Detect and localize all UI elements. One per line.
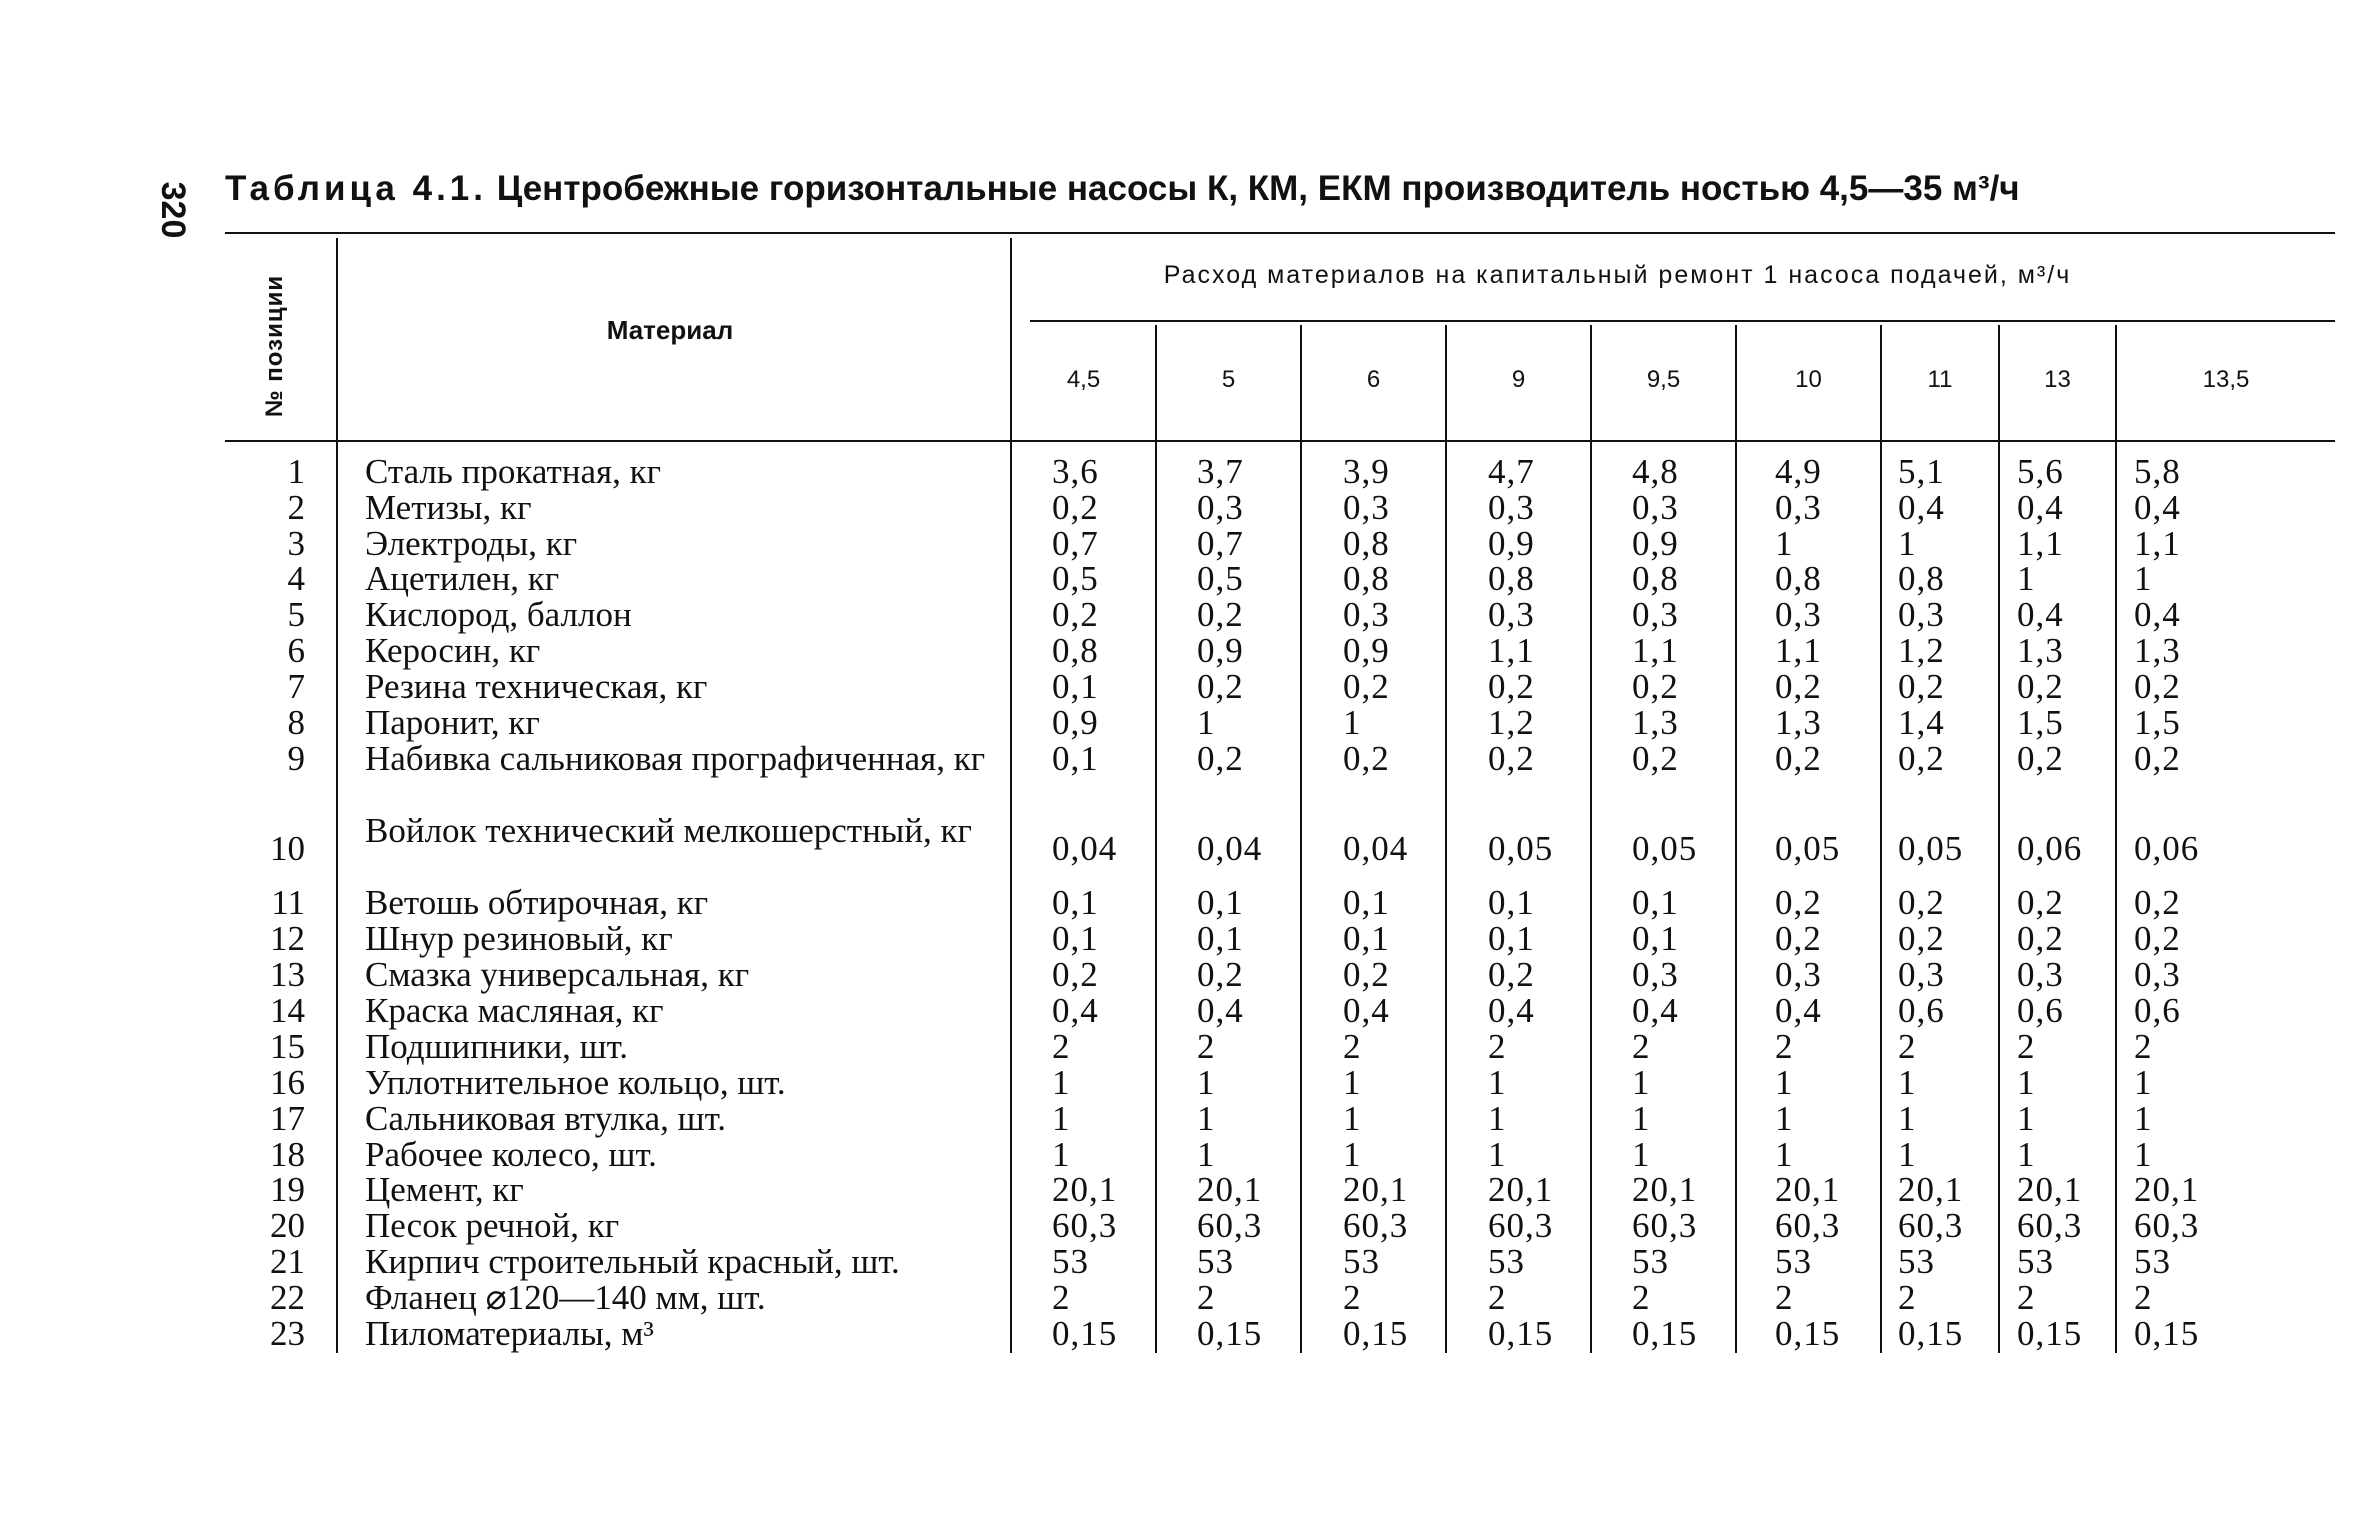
value-cell: 1,2: [1898, 631, 1945, 670]
value-cell: 1: [1775, 524, 1794, 563]
row-number: 1: [287, 452, 305, 491]
table-row: [0, 705, 2363, 741]
value-cell: 2: [1488, 1278, 1507, 1317]
material-name: Краска масляная, кг: [365, 991, 664, 1030]
value-cell: 0,3: [1632, 955, 1679, 994]
row-number: 21: [270, 1242, 305, 1281]
value-cell: 60,3: [2134, 1206, 2200, 1245]
value-cell: 60,3: [1343, 1206, 1409, 1245]
row-number: 17: [270, 1099, 305, 1138]
material-name: Кирпич строительный красный, шт.: [365, 1242, 900, 1281]
header-subrule: [1030, 320, 2335, 322]
material-name: Уплотнительное кольцо, шт.: [365, 1063, 786, 1102]
table-row: [0, 885, 2363, 921]
value-cell: 3,9: [1343, 452, 1390, 491]
value-cell: 1: [1197, 1135, 1216, 1174]
value-cell: 5,6: [2017, 452, 2064, 491]
value-cell: 1: [1632, 1063, 1651, 1102]
table-row: [0, 1208, 2363, 1244]
value-cell: 0,2: [2017, 739, 2064, 778]
value-cell: 1: [1343, 1135, 1362, 1174]
value-cell: 2: [1775, 1278, 1794, 1317]
material-name: Сталь прокатная, кг: [365, 452, 661, 491]
value-cell: 0,3: [1775, 595, 1822, 634]
value-cell: 0,2: [1197, 595, 1244, 634]
material-name: Кислород, баллон: [365, 595, 632, 634]
value-cell: 20,1: [1488, 1170, 1554, 1209]
row-number: 7: [287, 667, 305, 706]
value-cell: 53: [2134, 1242, 2171, 1281]
value-cell: 1: [2017, 1135, 2036, 1174]
value-cell: 0,4: [2134, 488, 2181, 527]
value-cell: 0,4: [2017, 595, 2064, 634]
value-cell: 0,9: [1488, 524, 1535, 563]
value-cell: 2: [1488, 1027, 1507, 1066]
value-cell: 0,9: [1197, 631, 1244, 670]
value-cell: 1: [1775, 1099, 1794, 1138]
table-row: [0, 669, 2363, 705]
header-bottom-rule: [225, 440, 2335, 442]
value-cell: 0,2: [2017, 667, 2064, 706]
rate-header: 13: [2044, 366, 2071, 393]
table-row: [0, 597, 2363, 633]
value-cell: 0,2: [1488, 955, 1535, 994]
value-cell: 1: [2134, 1063, 2153, 1102]
value-cell: 53: [1343, 1242, 1380, 1281]
value-cell: 4,7: [1488, 452, 1535, 491]
value-cell: 0,2: [1632, 667, 1679, 706]
value-cell: 0,2: [2134, 883, 2181, 922]
rate-header: 13,5: [2202, 366, 2250, 393]
value-cell: 20,1: [1052, 1170, 1118, 1209]
value-cell: 0,8: [1632, 559, 1679, 598]
row-number: 8: [287, 703, 305, 742]
value-cell: 1: [1898, 524, 1917, 563]
value-cell: 0,3: [1775, 955, 1822, 994]
value-cell: 1: [2134, 559, 2153, 598]
value-cell: 0,1: [1197, 919, 1244, 958]
value-cell: 4,9: [1775, 452, 1822, 491]
value-cell: 20,1: [1197, 1170, 1263, 1209]
table-title: [225, 165, 2335, 213]
rate-header: 4,5: [1066, 366, 1101, 393]
row-number: 14: [270, 991, 305, 1030]
material-name: Резина техническая, кг: [365, 667, 708, 706]
value-cell: 1,5: [2134, 703, 2181, 742]
value-cell: 1: [2134, 1135, 2153, 1174]
value-cell: 1: [2017, 1063, 2036, 1102]
value-cell: 0,3: [1632, 595, 1679, 634]
material-name: Песок речной, кг: [365, 1206, 620, 1245]
value-cell: 0,1: [1052, 739, 1099, 778]
table-title-text: Центробежные горизонтальные насосы К, КМ, ЕКМ производитель ностью 4,5—35 м³/ч: [496, 169, 2020, 208]
table-row: [0, 813, 2363, 885]
value-cell: 0,15: [1488, 1314, 1554, 1353]
value-cell: 2: [1632, 1278, 1651, 1317]
value-cell: 0,3: [1343, 595, 1390, 634]
value-cell: 53: [1052, 1242, 1089, 1281]
value-cell: 0,2: [1343, 739, 1390, 778]
value-cell: 0,3: [1898, 955, 1945, 994]
value-cell: 0,4: [1052, 991, 1099, 1030]
page-number: 320: [154, 181, 193, 239]
value-cell: 1,1: [1488, 631, 1535, 670]
value-cell: 0,2: [2134, 739, 2181, 778]
value-cell: 1: [1197, 703, 1216, 742]
value-cell: 60,3: [1775, 1206, 1841, 1245]
row-number: 22: [270, 1278, 305, 1317]
table-title-label: Таблица 4.1.: [225, 169, 487, 208]
value-cell: 60,3: [1197, 1206, 1263, 1245]
value-cell: 0,06: [2017, 829, 2083, 868]
value-cell: 53: [2017, 1242, 2054, 1281]
header-position-number: № позиции: [261, 274, 288, 417]
rate-header: 10: [1795, 366, 1822, 393]
value-cell: 1: [2134, 1099, 2153, 1138]
value-cell: 3,6: [1052, 452, 1099, 491]
row-number: 9: [287, 739, 305, 778]
value-cell: 0,8: [1343, 559, 1390, 598]
value-cell: 2: [1052, 1027, 1071, 1066]
value-cell: 2: [2017, 1278, 2036, 1317]
value-cell: 0,1: [1052, 667, 1099, 706]
material-name: Метизы, кг: [365, 488, 532, 527]
value-cell: 0,2: [1052, 488, 1099, 527]
material-name: Набивка сальниковая прографиченная, кг: [365, 739, 986, 778]
value-cell: 0,4: [1898, 488, 1945, 527]
value-cell: 20,1: [1632, 1170, 1698, 1209]
value-cell: 0,15: [2017, 1314, 2083, 1353]
value-cell: 20,1: [1775, 1170, 1841, 1209]
table-row: [0, 526, 2363, 562]
value-cell: 0,8: [1052, 631, 1099, 670]
value-cell: 53: [1197, 1242, 1234, 1281]
value-cell: 1,2: [1488, 703, 1535, 742]
table-row: [0, 1316, 2363, 1352]
value-cell: 0,2: [1632, 739, 1679, 778]
material-name: Подшипники, шт.: [365, 1027, 629, 1066]
value-cell: 1: [2017, 1099, 2036, 1138]
value-cell: 2: [1197, 1278, 1216, 1317]
row-number: 13: [270, 955, 305, 994]
value-cell: 0,05: [1632, 829, 1698, 868]
value-cell: 1: [1488, 1099, 1507, 1138]
value-cell: 1: [1632, 1099, 1651, 1138]
row-number: 20: [270, 1206, 305, 1245]
rate-header: 9,5: [1646, 366, 1681, 393]
value-cell: 0,3: [1775, 488, 1822, 527]
value-cell: 0,2: [1052, 955, 1099, 994]
value-cell: 0,1: [1343, 919, 1390, 958]
table-row: [0, 1172, 2363, 1208]
value-cell: 0,15: [1898, 1314, 1964, 1353]
value-cell: 0,5: [1197, 559, 1244, 598]
value-cell: 0,2: [2134, 919, 2181, 958]
value-cell: 0,1: [1052, 919, 1099, 958]
value-cell: 0,2: [2017, 883, 2064, 922]
row-number: 10: [270, 829, 305, 868]
header-consumption: Расход материалов на капитальный ремонт 1 насоса подачей, м³/ч: [1163, 261, 2072, 289]
value-cell: 1: [1488, 1063, 1507, 1102]
value-cell: 60,3: [2017, 1206, 2083, 1245]
value-cell: 1: [1775, 1063, 1794, 1102]
row-number: 12: [270, 919, 305, 958]
table-top-rule: [225, 232, 2335, 234]
value-cell: 0,1: [1197, 883, 1244, 922]
value-cell: 0,06: [2134, 829, 2200, 868]
value-cell: 0,15: [1052, 1314, 1118, 1353]
value-cell: 1: [1197, 1063, 1216, 1102]
value-cell: 0,8: [1488, 559, 1535, 598]
value-cell: 0,1: [1052, 883, 1099, 922]
row-number: 19: [270, 1170, 305, 1209]
value-cell: 0,2: [1343, 955, 1390, 994]
table-row: [0, 561, 2363, 597]
table-row: [0, 1280, 2363, 1316]
value-cell: 0,8: [1343, 524, 1390, 563]
value-cell: 0,2: [1898, 919, 1945, 958]
table-row: [0, 921, 2363, 957]
row-number: 16: [270, 1063, 305, 1102]
value-cell: 2: [2017, 1027, 2036, 1066]
value-cell: 0,2: [2134, 667, 2181, 706]
value-cell: 0,3: [1488, 488, 1535, 527]
value-cell: 5,8: [2134, 452, 2181, 491]
value-cell: 0,6: [2134, 991, 2181, 1030]
value-cell: 0,05: [1488, 829, 1554, 868]
value-cell: 0,04: [1343, 829, 1409, 868]
value-cell: 0,15: [1197, 1314, 1263, 1353]
value-cell: 60,3: [1488, 1206, 1554, 1245]
value-cell: 1,1: [2134, 524, 2181, 563]
value-cell: 0,4: [2134, 595, 2181, 634]
row-number: 4: [287, 559, 305, 598]
value-cell: 0,9: [1632, 524, 1679, 563]
table-row: [0, 957, 2363, 993]
table-row: [0, 1137, 2363, 1173]
value-cell: 20,1: [1898, 1170, 1964, 1209]
value-cell: 0,1: [1632, 919, 1679, 958]
value-cell: 2: [1343, 1027, 1362, 1066]
value-cell: 0,4: [1343, 991, 1390, 1030]
value-cell: 2: [1052, 1278, 1071, 1317]
value-cell: 0,9: [1343, 631, 1390, 670]
table-row: [0, 993, 2363, 1029]
value-cell: 0,2: [1343, 667, 1390, 706]
value-cell: 0,2: [1898, 739, 1945, 778]
value-cell: 1: [1343, 703, 1362, 742]
value-cell: 1,3: [1775, 703, 1822, 742]
value-cell: 53: [1775, 1242, 1812, 1281]
table-row: [0, 1029, 2363, 1065]
material-name: Керосин, кг: [365, 631, 541, 670]
value-cell: 1: [1052, 1063, 1071, 1102]
rate-header: 5: [1221, 366, 1236, 393]
value-cell: 0,2: [1197, 667, 1244, 706]
row-number: 18: [270, 1135, 305, 1174]
table-row: [0, 454, 2363, 490]
material-name: Пиломатериалы, м³: [365, 1314, 654, 1353]
value-cell: 0,15: [1632, 1314, 1698, 1353]
value-cell: 2: [1898, 1027, 1917, 1066]
value-cell: 2: [1632, 1027, 1651, 1066]
material-name: Войлок технический мелкошерстный, кг: [365, 811, 972, 850]
value-cell: 0,1: [1632, 883, 1679, 922]
material-name: Сальниковая втулка, шт.: [365, 1099, 727, 1138]
value-cell: 1: [1343, 1099, 1362, 1138]
value-cell: 0,3: [1197, 488, 1244, 527]
value-cell: 0,3: [1343, 488, 1390, 527]
value-cell: 0,3: [2017, 955, 2064, 994]
value-cell: 0,7: [1052, 524, 1099, 563]
value-cell: 0,04: [1197, 829, 1263, 868]
value-cell: 5,1: [1898, 452, 1945, 491]
material-name: Цемент, кг: [365, 1170, 524, 1209]
value-cell: 53: [1632, 1242, 1669, 1281]
value-cell: 1: [1632, 1135, 1651, 1174]
rate-header: 9: [1511, 366, 1526, 393]
row-number: 6: [287, 631, 305, 670]
value-cell: 1: [1052, 1099, 1071, 1138]
value-cell: 0,2: [1775, 739, 1822, 778]
value-cell: 0,05: [1898, 829, 1964, 868]
row-number: 5: [287, 595, 305, 634]
material-name: Рабочее колесо, шт.: [365, 1135, 657, 1174]
value-cell: 0,3: [2134, 955, 2181, 994]
value-cell: 0,4: [1775, 991, 1822, 1030]
value-cell: 0,1: [1343, 883, 1390, 922]
value-cell: 60,3: [1052, 1206, 1118, 1245]
value-cell: 0,2: [1898, 667, 1945, 706]
table-row: [0, 633, 2363, 669]
value-cell: 0,4: [1488, 991, 1535, 1030]
value-cell: 0,2: [1775, 667, 1822, 706]
value-cell: 0,2: [1775, 883, 1822, 922]
value-cell: 2: [2134, 1278, 2153, 1317]
value-cell: 1: [1775, 1135, 1794, 1174]
value-cell: 1: [1343, 1063, 1362, 1102]
value-cell: 0,2: [1488, 739, 1535, 778]
value-cell: 60,3: [1632, 1206, 1698, 1245]
value-cell: 1,4: [1898, 703, 1945, 742]
value-cell: 1: [1052, 1135, 1071, 1174]
value-cell: 0,1: [1488, 919, 1535, 958]
value-cell: 0,15: [1343, 1314, 1409, 1353]
value-cell: 0,2: [1898, 883, 1945, 922]
value-cell: 1: [1197, 1099, 1216, 1138]
value-cell: 0,4: [2017, 488, 2064, 527]
value-cell: 1,3: [1632, 703, 1679, 742]
value-cell: 0,6: [2017, 991, 2064, 1030]
value-cell: 0,3: [1898, 595, 1945, 634]
value-cell: 0,5: [1052, 559, 1099, 598]
row-number: 23: [270, 1314, 305, 1353]
value-cell: 3,7: [1197, 452, 1244, 491]
row-number: 15: [270, 1027, 305, 1066]
material-name: Фланец ⌀120—140 мм, шт.: [365, 1278, 766, 1317]
material-name: Ветошь обтирочная, кг: [365, 883, 709, 922]
value-cell: 0,3: [1632, 488, 1679, 527]
value-cell: 53: [1898, 1242, 1935, 1281]
row-number: 3: [287, 524, 305, 563]
value-cell: 0,4: [1632, 991, 1679, 1030]
value-cell: 1,5: [2017, 703, 2064, 742]
row-number: 2: [287, 488, 305, 527]
table-row: [0, 1244, 2363, 1280]
value-cell: 53: [1488, 1242, 1525, 1281]
value-cell: 0,15: [2134, 1314, 2200, 1353]
value-cell: 1: [1898, 1135, 1917, 1174]
value-cell: 2: [1898, 1278, 1917, 1317]
value-cell: 20,1: [1343, 1170, 1409, 1209]
value-cell: 1,3: [2017, 631, 2064, 670]
material-name: Ацетилен, кг: [365, 559, 560, 598]
value-cell: 0,2: [1052, 595, 1099, 634]
material-name: Электроды, кг: [365, 524, 578, 563]
value-cell: 2: [2134, 1027, 2153, 1066]
table-row: [0, 490, 2363, 526]
value-cell: 0,1: [1488, 883, 1535, 922]
value-cell: 2: [1197, 1027, 1216, 1066]
value-cell: 0,04: [1052, 829, 1118, 868]
header-material: Материал: [606, 315, 734, 345]
material-name: Шнур резиновый, кг: [365, 919, 673, 958]
value-cell: 0,6: [1898, 991, 1945, 1030]
value-cell: 1,3: [2134, 631, 2181, 670]
value-cell: 1: [1898, 1063, 1917, 1102]
material-name: Паронит, кг: [365, 703, 540, 742]
table-row: [0, 1065, 2363, 1101]
rate-header: 11: [1927, 366, 1953, 393]
value-cell: 1,1: [2017, 524, 2064, 563]
row-number: 11: [271, 883, 305, 922]
value-cell: 0,7: [1197, 524, 1244, 563]
value-cell: 0,2: [2017, 919, 2064, 958]
value-cell: 20,1: [2134, 1170, 2200, 1209]
value-cell: 0,15: [1775, 1314, 1841, 1353]
value-cell: 0,2: [1197, 955, 1244, 994]
value-cell: 0,8: [1898, 559, 1945, 598]
value-cell: 1: [2017, 559, 2036, 598]
table-row: [0, 741, 2363, 813]
value-cell: 0,4: [1197, 991, 1244, 1030]
value-cell: 0,9: [1052, 703, 1099, 742]
value-cell: 2: [1343, 1278, 1362, 1317]
table-row: [0, 1101, 2363, 1137]
value-cell: 1: [1488, 1135, 1507, 1174]
value-cell: 1,1: [1632, 631, 1679, 670]
value-cell: 2: [1775, 1027, 1794, 1066]
value-cell: 0,3: [1488, 595, 1535, 634]
value-cell: 1,1: [1775, 631, 1822, 670]
value-cell: 60,3: [1898, 1206, 1964, 1245]
value-cell: 0,8: [1775, 559, 1822, 598]
value-cell: 0,05: [1775, 829, 1841, 868]
value-cell: 0,2: [1488, 667, 1535, 706]
material-name: Смазка универсальная, кг: [365, 955, 750, 994]
value-cell: 1: [1898, 1099, 1917, 1138]
value-cell: 0,2: [1197, 739, 1244, 778]
value-cell: 4,8: [1632, 452, 1679, 491]
value-cell: 20,1: [2017, 1170, 2083, 1209]
rate-header: 6: [1366, 366, 1381, 393]
value-cell: 0,2: [1775, 919, 1822, 958]
